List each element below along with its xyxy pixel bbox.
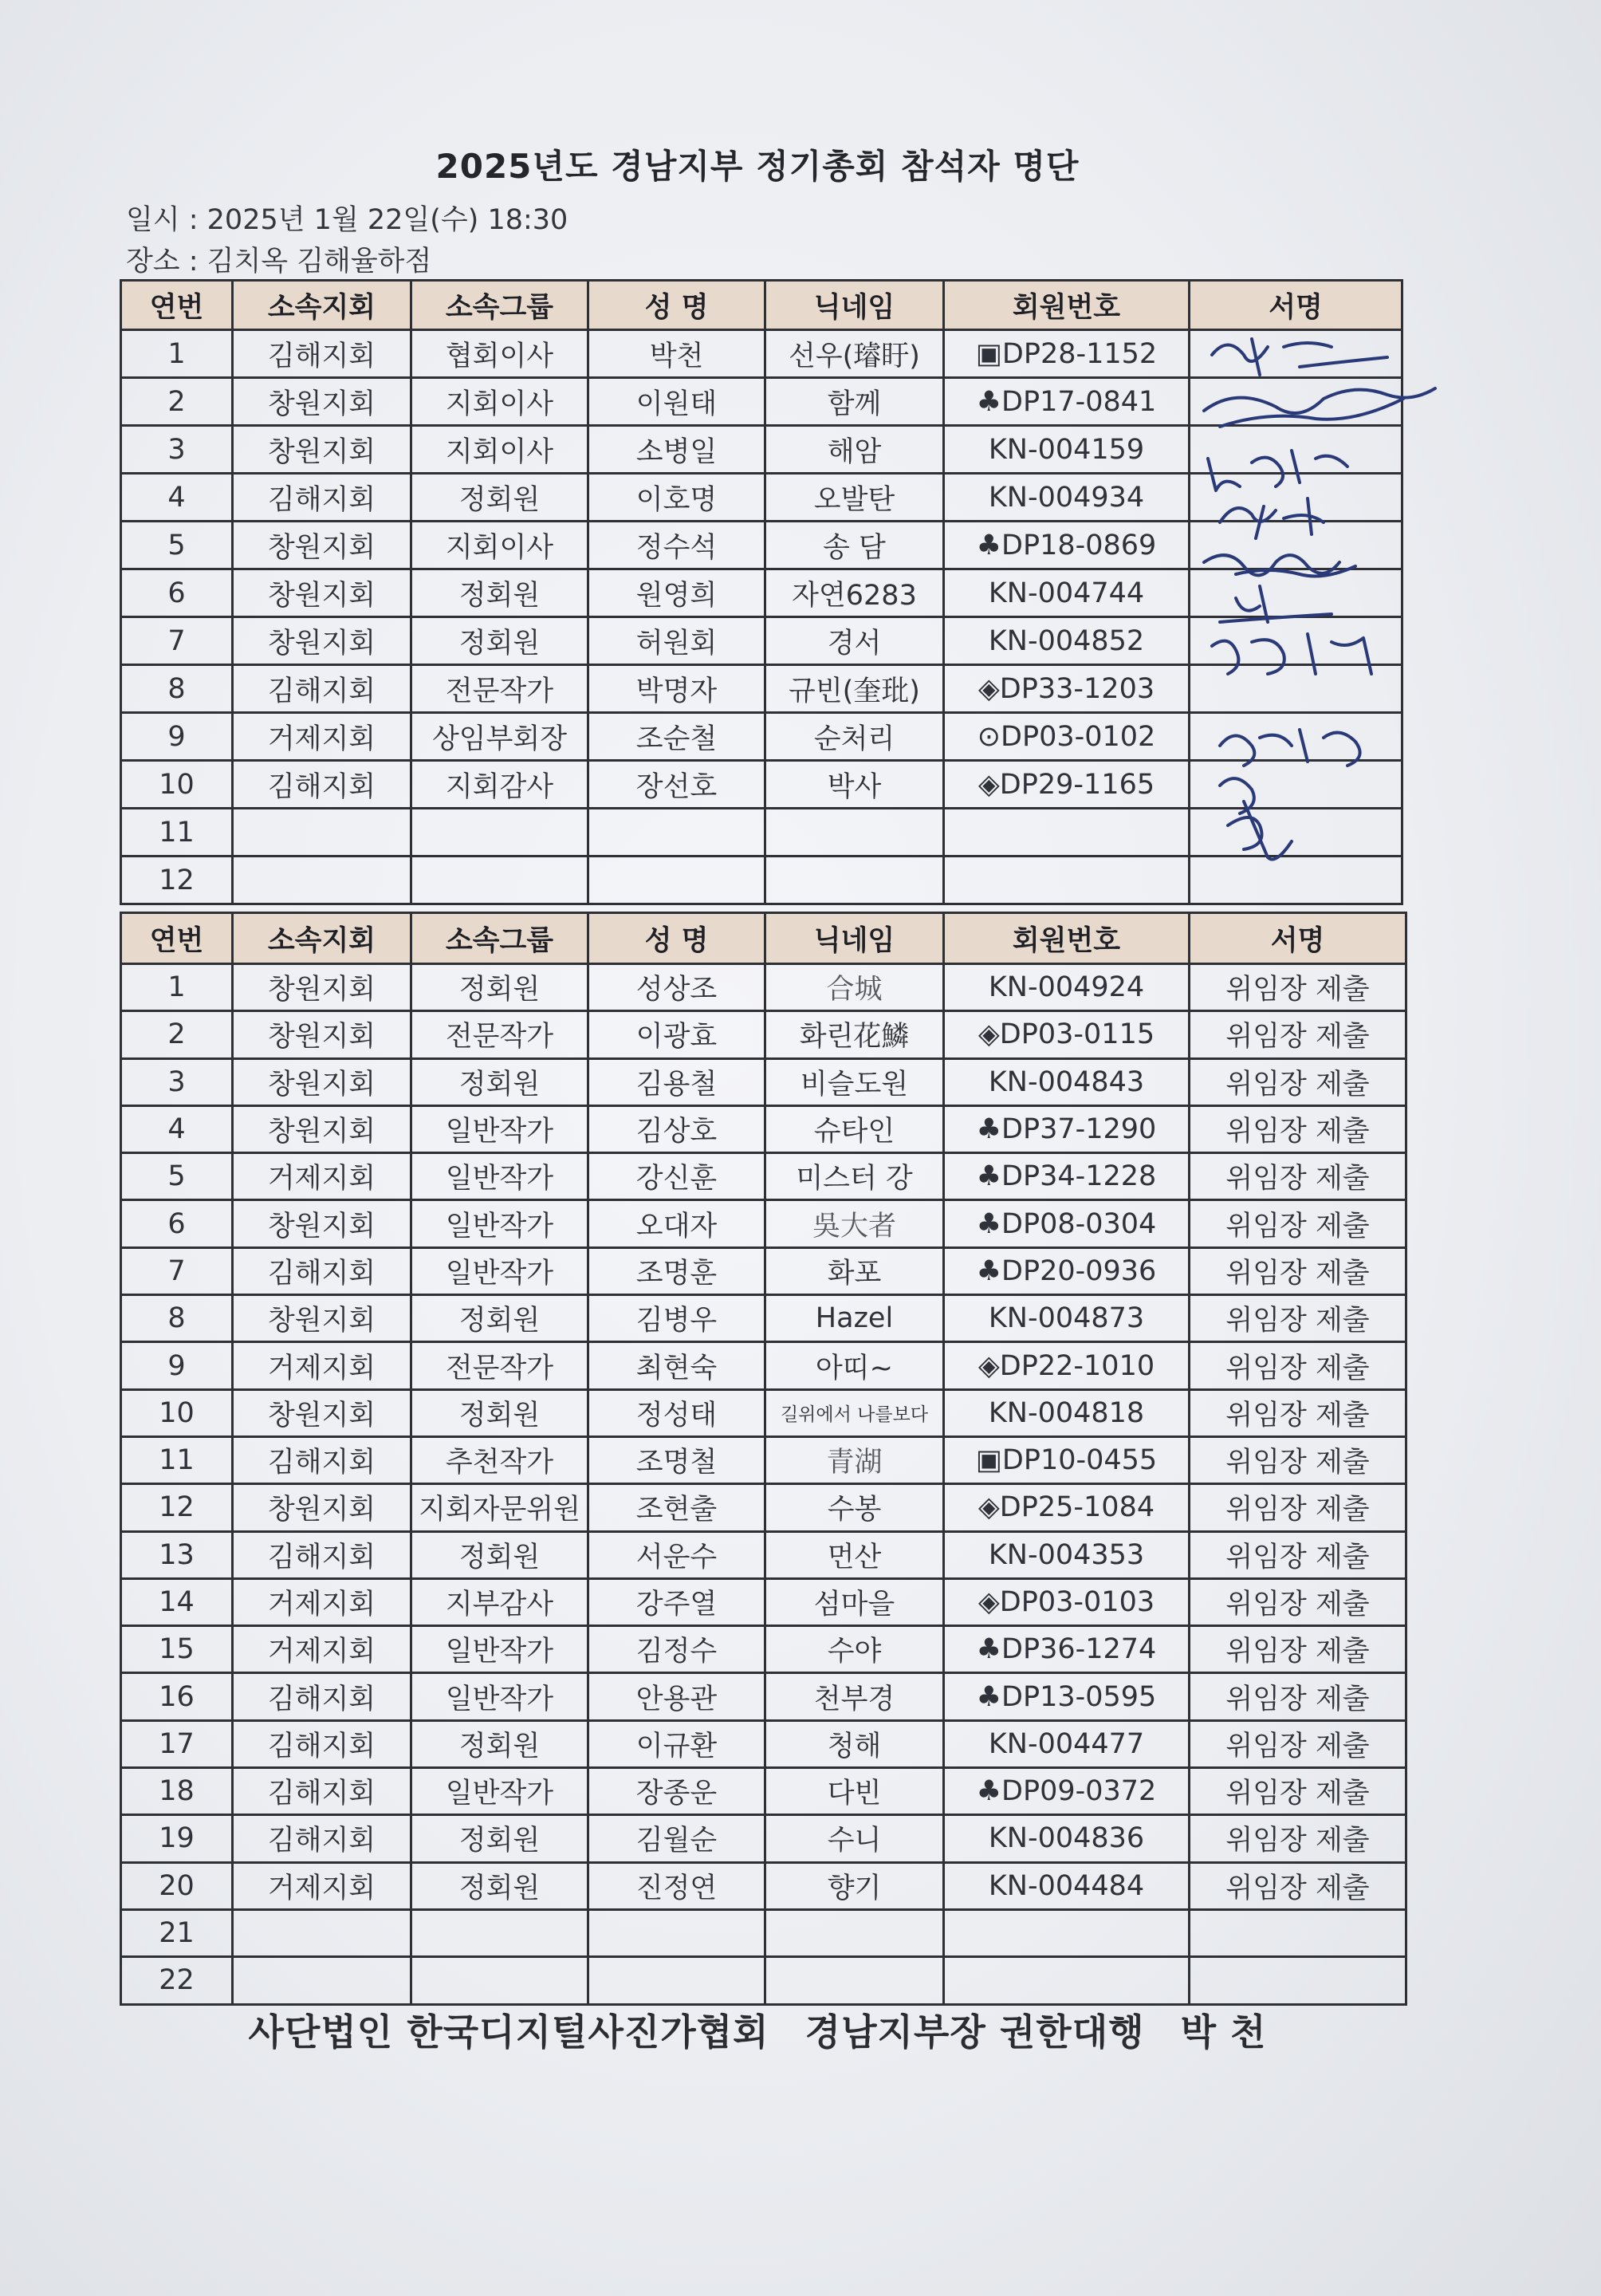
column-header: 성 명: [588, 281, 765, 330]
member-number-cell: KN-004924: [944, 964, 1190, 1011]
group-cell: 정회원: [411, 569, 588, 617]
name-cell: 원영희: [588, 569, 765, 617]
branch-cell: 김해지회: [233, 761, 411, 809]
group-cell: [411, 857, 588, 904]
nickname-cell: 수니: [765, 1815, 944, 1862]
signature-cell: 위임장 제출: [1190, 1531, 1406, 1578]
nickname-cell: 선우(璿盱): [765, 330, 944, 378]
row-number: 8: [121, 665, 233, 713]
name-cell: 소병일: [588, 426, 765, 474]
proxy-row: [121, 1153, 1406, 1200]
member-number-cell: KN-004843: [944, 1058, 1190, 1105]
row-number: 5: [121, 522, 233, 569]
row-number: 3: [121, 1058, 233, 1105]
signature-cell: 위임장 제출: [1190, 1058, 1406, 1105]
signature-cell: 위임장 제출: [1190, 1153, 1406, 1200]
meeting-place: 장소 : 김치옥 김해율하점: [126, 246, 432, 278]
row-number: 8: [121, 1295, 233, 1342]
nickname-cell: 천부경: [765, 1673, 944, 1720]
branch-cell: 창원지회: [233, 522, 411, 569]
group-cell: 정회원: [411, 1862, 588, 1909]
nickname-cell: Hazel: [765, 1295, 944, 1342]
column-header: 연번: [121, 281, 233, 330]
signature-cell: 위임장 제출: [1190, 1436, 1406, 1483]
row-number: 18: [121, 1768, 233, 1815]
branch-cell: [233, 1957, 411, 2004]
nickname-cell: [765, 1909, 944, 1956]
proxy-row-header: [121, 913, 1406, 964]
group-cell: 정회원: [411, 1058, 588, 1105]
proxy-row: [121, 1768, 1406, 1815]
name-cell: 조명훈: [588, 1247, 765, 1294]
footer-signatory: [0, 2003, 1515, 2056]
name-cell: 정성태: [588, 1389, 765, 1436]
name-cell: [588, 809, 765, 857]
group-cell: 추천작가: [411, 1436, 588, 1483]
signature-cell: 위임장 제출: [1190, 1626, 1406, 1673]
signature-9: [1220, 730, 1360, 766]
member-number-cell: ▣DP10-0455: [944, 1436, 1190, 1483]
column-header: 서명: [1190, 281, 1402, 330]
group-cell: 일반작가: [411, 1247, 588, 1294]
branch-cell: 창원지회: [233, 1389, 411, 1436]
name-cell: 진정연: [588, 1862, 765, 1909]
member-number-cell: ♣DP36-1274: [944, 1626, 1190, 1673]
name-cell: 이원태: [588, 378, 765, 426]
signature-10: [1220, 778, 1292, 859]
name-cell: 성상조: [588, 964, 765, 1011]
signature-cell: 위임장 제출: [1190, 1389, 1406, 1436]
row-number: 4: [121, 1105, 233, 1152]
group-cell: 정회원: [411, 1720, 588, 1767]
member-number-cell: KN-004353: [944, 1531, 1190, 1578]
nickname-cell: 규빈(奎玭): [765, 665, 944, 713]
proxy-row: [121, 1295, 1406, 1342]
proxy-row: [121, 1200, 1406, 1247]
nickname-cell: 청해: [765, 1720, 944, 1767]
group-cell: 일반작가: [411, 1153, 588, 1200]
signature-2: [1204, 388, 1435, 427]
nickname-cell: 향기: [765, 1862, 944, 1909]
member-number-cell: KN-004852: [944, 617, 1190, 665]
row-number: 1: [121, 964, 233, 1011]
signature-cell: 위임장 제출: [1190, 1105, 1406, 1152]
signature-cell: 위임장 제출: [1190, 1342, 1406, 1389]
row-number: 16: [121, 1673, 233, 1720]
branch-cell: 창원지회: [233, 378, 411, 426]
name-cell: 안용관: [588, 1673, 765, 1720]
signature-6: [1220, 586, 1332, 622]
group-cell: 지회이사: [411, 378, 588, 426]
column-header: 연번: [121, 913, 233, 964]
member-number-cell: KN-004934: [944, 474, 1190, 522]
branch-cell: 창원지회: [233, 569, 411, 617]
branch-cell: 창원지회: [233, 1484, 411, 1531]
proxy-row: [121, 1578, 1406, 1625]
meeting-datetime: 일시 : 2025년 1월 22일(수) 18:30: [126, 204, 568, 236]
group-cell: 일반작가: [411, 1626, 588, 1673]
nickname-cell: 合城: [765, 964, 944, 1011]
group-cell: 정회원: [411, 964, 588, 1011]
member-number-cell: ♣DP08-0304: [944, 1200, 1190, 1247]
nickname-cell: 해암: [765, 426, 944, 474]
branch-cell: 거제지회: [233, 713, 411, 761]
signature-1: [1212, 339, 1387, 375]
name-cell: 조순철: [588, 713, 765, 761]
signature-cell: 위임장 제출: [1190, 1720, 1406, 1767]
branch-cell: 김해지회: [233, 1768, 411, 1815]
row-number: 1: [121, 330, 233, 378]
row-number: 9: [121, 1342, 233, 1389]
footer-name: 박 천: [1180, 2010, 1267, 2054]
branch-cell: 거제지회: [233, 1862, 411, 1909]
name-cell: [588, 1957, 765, 2004]
row-number: 10: [121, 761, 233, 809]
branch-cell: 창원지회: [233, 617, 411, 665]
row-number: 5: [121, 1153, 233, 1200]
branch-cell: 창원지회: [233, 1058, 411, 1105]
branch-cell: 김해지회: [233, 1531, 411, 1578]
group-cell: [411, 1909, 588, 1956]
column-header: 소속그룹: [411, 913, 588, 964]
branch-cell: 거제지회: [233, 1626, 411, 1673]
member-number-cell: ♣DP18-0869: [944, 522, 1190, 569]
proxy-row: [121, 964, 1406, 1011]
signature-cell: 위임장 제출: [1190, 1673, 1406, 1720]
branch-cell: 김해지회: [233, 1247, 411, 1294]
column-header: 소속지회: [233, 281, 411, 330]
branch-cell: 김해지회: [233, 1436, 411, 1483]
footer-role: 경남지부장 권한대행: [804, 2010, 1145, 2054]
group-cell: 일반작가: [411, 1105, 588, 1152]
group-cell: 정회원: [411, 1295, 588, 1342]
group-cell: 정회원: [411, 1389, 588, 1436]
proxy-row: [121, 1909, 1406, 1956]
column-header: 회원번호: [944, 281, 1190, 330]
nickname-cell: 수야: [765, 1626, 944, 1673]
member-number-cell: ♣DP13-0595: [944, 1673, 1190, 1720]
member-number-cell: KN-004744: [944, 569, 1190, 617]
name-cell: 허원회: [588, 617, 765, 665]
group-cell: 정회원: [411, 1531, 588, 1578]
name-cell: 이호명: [588, 474, 765, 522]
name-cell: 조명철: [588, 1436, 765, 1483]
nickname-cell: 수봉: [765, 1484, 944, 1531]
member-number-cell: ◈DP33-1203: [944, 665, 1190, 713]
branch-cell: 창원지회: [233, 426, 411, 474]
branch-cell: 거제지회: [233, 1342, 411, 1389]
member-number-cell: ◈DP22-1010: [944, 1342, 1190, 1389]
nickname-cell: 吳大者: [765, 1200, 944, 1247]
row-number: 14: [121, 1578, 233, 1625]
nickname-cell: 송 담: [765, 522, 944, 569]
member-number-cell: ◈DP29-1165: [944, 761, 1190, 809]
nickname-cell: 화린花鱗: [765, 1011, 944, 1058]
row-number: 12: [121, 1484, 233, 1531]
group-cell: 전문작가: [411, 665, 588, 713]
group-cell: 지회이사: [411, 426, 588, 474]
row-number: 20: [121, 1862, 233, 1909]
row-number: 2: [121, 378, 233, 426]
branch-cell: 김해지회: [233, 330, 411, 378]
signature-cell: 위임장 제출: [1190, 1578, 1406, 1625]
nickname-cell: 미스터 강: [765, 1153, 944, 1200]
nickname-cell: 함께: [765, 378, 944, 426]
row-number: 12: [121, 857, 233, 904]
proxy-row: [121, 1720, 1406, 1767]
row-number: 7: [121, 1247, 233, 1294]
row-number: 3: [121, 426, 233, 474]
signature-cell: 위임장 제출: [1190, 1768, 1406, 1815]
member-number-cell: ♣DP37-1290: [944, 1105, 1190, 1152]
group-cell: 일반작가: [411, 1768, 588, 1815]
column-header: 닉네임: [765, 913, 944, 964]
name-cell: 강신훈: [588, 1153, 765, 1200]
group-cell: 일반작가: [411, 1673, 588, 1720]
name-cell: 김용철: [588, 1058, 765, 1105]
document-title: 2025년도 경남지부 정기총회 참석자 명단: [435, 147, 1080, 186]
row-number: 11: [121, 1436, 233, 1483]
signature-cell: 위임장 제출: [1190, 964, 1406, 1011]
group-cell: 지회감사: [411, 761, 588, 809]
name-cell: 김정수: [588, 1626, 765, 1673]
row-number: 15: [121, 1626, 233, 1673]
column-header: 닉네임: [765, 281, 944, 330]
name-cell: 강주열: [588, 1578, 765, 1625]
group-cell: 상임부회장: [411, 713, 588, 761]
name-cell: 김상호: [588, 1105, 765, 1152]
member-number-cell: ◈DP03-0103: [944, 1578, 1190, 1625]
row-number: 22: [121, 1957, 233, 2004]
proxy-row: [121, 1815, 1406, 1862]
signature-cell: 위임장 제출: [1190, 1247, 1406, 1294]
branch-cell: 창원지회: [233, 1105, 411, 1152]
row-number: 6: [121, 1200, 233, 1247]
branch-cell: 김해지회: [233, 1815, 411, 1862]
proxy-row: [121, 1531, 1406, 1578]
member-number-cell: [944, 1909, 1190, 1956]
member-number-cell: ♣DP34-1228: [944, 1153, 1190, 1200]
group-cell: 일반작가: [411, 1200, 588, 1247]
member-number-cell: [944, 809, 1190, 857]
handwritten-signatures: [1188, 323, 1459, 865]
group-cell: 협회이사: [411, 330, 588, 378]
signature-cell: [1190, 1957, 1406, 2004]
branch-cell: [233, 1909, 411, 1956]
branch-cell: 김해지회: [233, 474, 411, 522]
member-number-cell: ◈DP25-1084: [944, 1484, 1190, 1531]
name-cell: 이광효: [588, 1011, 765, 1058]
proxy-row: [121, 1105, 1406, 1152]
proxy-row: [121, 1011, 1406, 1058]
proxy-row: [121, 1484, 1406, 1531]
branch-cell: 창원지회: [233, 1295, 411, 1342]
nickname-cell: 길위에서 나를보다: [765, 1389, 944, 1436]
member-number-cell: ♣DP17-0841: [944, 378, 1190, 426]
name-cell: 박천: [588, 330, 765, 378]
nickname-cell: 먼산: [765, 1531, 944, 1578]
row-number: 2: [121, 1011, 233, 1058]
nickname-cell: 순처리: [765, 713, 944, 761]
signature-7: [1212, 634, 1371, 674]
member-number-cell: KN-004873: [944, 1295, 1190, 1342]
row-number: 6: [121, 569, 233, 617]
name-cell: 김병우: [588, 1295, 765, 1342]
proxy-row: [121, 1862, 1406, 1909]
row-number: 7: [121, 617, 233, 665]
proxy-row: [121, 1957, 1406, 2004]
nickname-cell: 다빈: [765, 1768, 944, 1815]
row-number: 17: [121, 1720, 233, 1767]
row-number: 9: [121, 713, 233, 761]
proxy-row: [121, 1342, 1406, 1389]
column-header: 소속지회: [233, 913, 411, 964]
column-header: 회원번호: [944, 913, 1190, 964]
member-number-cell: [944, 1957, 1190, 2004]
row-number: 13: [121, 1531, 233, 1578]
group-cell: [411, 1957, 588, 2004]
member-number-cell: KN-004159: [944, 426, 1190, 474]
branch-cell: [233, 809, 411, 857]
branch-cell: 김해지회: [233, 1673, 411, 1720]
signature-cell: 위임장 제출: [1190, 1484, 1406, 1531]
nickname-cell: 오발탄: [765, 474, 944, 522]
member-number-cell: ♣DP09-0372: [944, 1768, 1190, 1815]
member-number-cell: ♣DP20-0936: [944, 1247, 1190, 1294]
nickname-cell: 비슬도원: [765, 1058, 944, 1105]
column-header: 소속그룹: [411, 281, 588, 330]
group-cell: 지회이사: [411, 522, 588, 569]
column-header: 성 명: [588, 913, 765, 964]
nickname-cell: 섬마을: [765, 1578, 944, 1625]
row-number: 11: [121, 809, 233, 857]
row-number: 21: [121, 1909, 233, 1956]
name-cell: 장종운: [588, 1768, 765, 1815]
name-cell: 박명자: [588, 665, 765, 713]
member-number-cell: KN-004818: [944, 1389, 1190, 1436]
nickname-cell: [765, 857, 944, 904]
group-cell: 전문작가: [411, 1342, 588, 1389]
member-number-cell: [944, 857, 1190, 904]
proxy-row: [121, 1673, 1406, 1720]
row-number: 4: [121, 474, 233, 522]
proxy-row: [121, 1626, 1406, 1673]
name-cell: 이규환: [588, 1720, 765, 1767]
signature-cell: 위임장 제출: [1190, 1815, 1406, 1862]
group-cell: 지부감사: [411, 1578, 588, 1625]
proxy-table: [120, 912, 1407, 2006]
group-cell: 정회원: [411, 617, 588, 665]
signature-cell: 위임장 제출: [1190, 1011, 1406, 1058]
branch-cell: 김해지회: [233, 665, 411, 713]
branch-cell: 창원지회: [233, 1011, 411, 1058]
group-cell: 정회원: [411, 474, 588, 522]
name-cell: [588, 1909, 765, 1956]
branch-cell: 거제지회: [233, 1153, 411, 1200]
branch-cell: 거제지회: [233, 1578, 411, 1625]
name-cell: [588, 857, 765, 904]
name-cell: 오대자: [588, 1200, 765, 1247]
group-cell: 지회자문위원: [411, 1484, 588, 1531]
member-number-cell: ▣DP28-1152: [944, 330, 1190, 378]
proxy-row: [121, 1247, 1406, 1294]
branch-cell: 김해지회: [233, 1720, 411, 1767]
name-cell: 서운수: [588, 1531, 765, 1578]
column-header: 서명: [1190, 913, 1406, 964]
row-number: 19: [121, 1815, 233, 1862]
nickname-cell: 자연6283: [765, 569, 944, 617]
group-cell: 정회원: [411, 1815, 588, 1862]
signature-cell: 위임장 제출: [1190, 1295, 1406, 1342]
branch-cell: 창원지회: [233, 964, 411, 1011]
group-cell: [411, 809, 588, 857]
proxy-row: [121, 1058, 1406, 1105]
member-number-cell: KN-004836: [944, 1815, 1190, 1862]
proxy-row: [121, 1389, 1406, 1436]
name-cell: 최현숙: [588, 1342, 765, 1389]
nickname-cell: 경서: [765, 617, 944, 665]
group-cell: 전문작가: [411, 1011, 588, 1058]
signature-cell: 위임장 제출: [1190, 1862, 1406, 1909]
member-number-cell: ◈DP03-0115: [944, 1011, 1190, 1058]
footer-org: 사단법인 한국디지털사진가협회: [248, 2010, 769, 2054]
signature-cell: 위임장 제출: [1190, 1200, 1406, 1247]
member-number-cell: KN-004477: [944, 1720, 1190, 1767]
proxy-row: [121, 1436, 1406, 1483]
signature-5: [1204, 555, 1355, 576]
signature-4: [1220, 498, 1324, 538]
branch-cell: 창원지회: [233, 1200, 411, 1247]
name-cell: 장선호: [588, 761, 765, 809]
signature-3: [1208, 451, 1347, 490]
nickname-cell: 青湖: [765, 1436, 944, 1483]
member-number-cell: KN-004484: [944, 1862, 1190, 1909]
nickname-cell: [765, 809, 944, 857]
signature-cell: [1190, 1909, 1406, 1956]
member-number-cell: ⊙DP03-0102: [944, 713, 1190, 761]
row-number: 10: [121, 1389, 233, 1436]
name-cell: 정수석: [588, 522, 765, 569]
name-cell: 김월순: [588, 1815, 765, 1862]
nickname-cell: [765, 1957, 944, 2004]
nickname-cell: 슈타인: [765, 1105, 944, 1152]
branch-cell: [233, 857, 411, 904]
nickname-cell: 아띠~: [765, 1342, 944, 1389]
nickname-cell: 박사: [765, 761, 944, 809]
name-cell: 조현출: [588, 1484, 765, 1531]
nickname-cell: 화포: [765, 1247, 944, 1294]
